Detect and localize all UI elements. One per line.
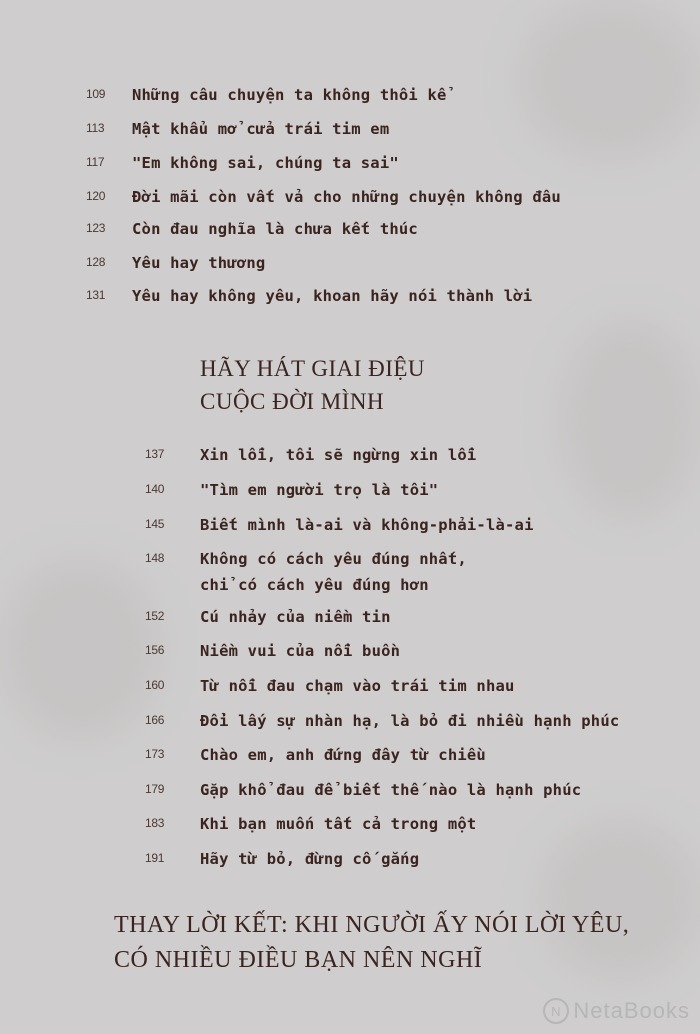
page-number: 148 (145, 551, 165, 565)
page-number: 128 (86, 255, 106, 269)
closing-heading-line: CÓ NHIỀU ĐIỀU BẠN NÊN NGHĨ (114, 947, 483, 973)
background-texture (560, 320, 700, 520)
closing-heading-line: THAY LỜI KẾT: KHI NGƯỜI ẤY NÓI LỜI YÊU, (114, 912, 630, 938)
page-number: 123 (86, 221, 106, 235)
chapter-title: "Em không sai, chúng ta sai" (132, 154, 399, 172)
toc-entry[interactable] (86, 250, 265, 276)
chapter-title: Hãy từ bỏ, đừng cố gắng (200, 850, 420, 868)
chapter-title: Niềm vui của nỗi buồn (200, 642, 401, 660)
toc-entry[interactable] (145, 442, 476, 468)
page-number: 166 (145, 713, 165, 727)
toc-entry[interactable] (86, 150, 399, 176)
page-number: 117 (86, 155, 105, 169)
page-number: 131 (86, 288, 106, 302)
toc-entry[interactable] (145, 512, 534, 538)
page-number: 145 (145, 517, 165, 531)
chapter-title: Những câu chuyện ta không thôi kể (132, 86, 447, 104)
toc-entry[interactable] (145, 811, 476, 837)
toc-entry[interactable] (145, 846, 419, 872)
chapter-title: "Tìm em người trọ là tôi" (200, 481, 439, 499)
chapter-title (200, 546, 467, 598)
page-number: 183 (145, 816, 165, 830)
chapter-title-line: Không có cách yêu đúng nhất, (200, 550, 467, 568)
chapter-title: Chào em, anh đứng đây từ chiều (200, 746, 486, 764)
section-heading-line: HÃY HÁT GIAI ĐIỆU (200, 356, 426, 381)
page-number: 120 (86, 189, 106, 203)
chapter-title: Khi bạn muốn tất cả trong một (200, 815, 477, 833)
toc-entry[interactable] (145, 742, 486, 768)
chapter-title: Từ nỗi đau chạm vào trái tim nhau (200, 677, 515, 695)
background-texture (0, 560, 160, 740)
toc-entry[interactable] (86, 283, 532, 309)
chapter-title: Đổi lấy sự nhàn hạ, là bỏ đi nhiều hạnh phúc (200, 712, 620, 730)
chapter-title-line: chỉ có cách yêu đúng hơn (200, 576, 429, 594)
watermark-logo-icon: N (543, 998, 569, 1024)
toc-entry[interactable] (145, 546, 467, 598)
page-number: 137 (145, 447, 165, 461)
chapter-title: Cú nhảy của niềm tin (200, 608, 391, 626)
page-number: 113 (86, 121, 105, 135)
chapter-title: Còn đau nghĩa là chưa kết thúc (132, 220, 418, 238)
toc-entry[interactable] (86, 184, 561, 210)
section-heading (200, 352, 425, 418)
closing-heading[interactable] (114, 908, 629, 978)
chapter-title: Yêu hay thương (132, 254, 266, 272)
page-number: 179 (145, 782, 165, 796)
page-number: 140 (145, 482, 165, 496)
chapter-title: Yêu hay không yêu, khoan hãy nói thành lời (132, 287, 533, 305)
watermark (543, 998, 690, 1024)
chapter-title: Xin lỗi, tôi sẽ ngừng xin lỗi (200, 446, 477, 464)
toc-entry[interactable] (145, 708, 619, 734)
page-number: 156 (145, 643, 165, 657)
page-number: 152 (145, 609, 165, 623)
toc-entry[interactable] (86, 82, 447, 108)
watermark-text: NetaBooks (573, 998, 690, 1023)
page-number: 109 (86, 87, 106, 101)
chapter-title: Đời mãi còn vất vả cho những chuyện không đâu (132, 188, 561, 206)
toc-entry[interactable] (145, 673, 515, 699)
toc-entry[interactable] (145, 638, 400, 664)
toc-entry[interactable] (145, 777, 581, 803)
background-texture (520, 0, 700, 160)
page-number: 173 (145, 747, 165, 761)
page-number: 160 (145, 678, 165, 692)
toc-entry[interactable] (86, 216, 418, 242)
chapter-title: Gặp khổ đau để biết thế nào là hạnh phúc (200, 781, 582, 799)
section-heading-line: CUỘC ĐỜI MÌNH (200, 389, 385, 414)
toc-entry[interactable] (145, 604, 391, 630)
toc-entry[interactable] (145, 477, 438, 503)
page-number: 191 (145, 851, 165, 865)
toc-entry[interactable] (86, 116, 389, 142)
chapter-title: Mật khẩu mở cửa trái tim em (132, 120, 390, 138)
chapter-title: Biết mình là-ai và không-phải-là-ai (200, 516, 534, 534)
